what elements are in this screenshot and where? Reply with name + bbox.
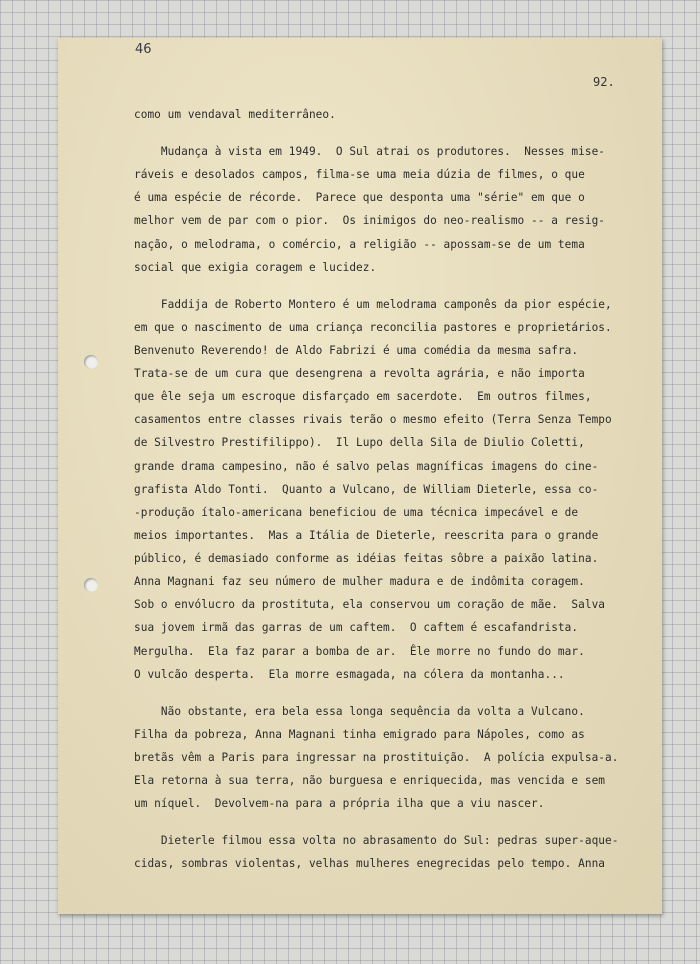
text-line: sua jovem irmã das garras de um caftem. O caftem é escafandrista. — [134, 621, 579, 634]
text-line: melhor vem de par com o pior. Os inimigos do neo-realismo -- a resig- — [134, 214, 606, 227]
text-line: Trata-se de um cura que desengrena a revolta agrária, e não importa — [134, 367, 585, 380]
text-line: de Silvestro Prestifilippo). Il Lupo della Sila de Diulio Coletti, — [134, 436, 585, 449]
text-line: Mergulha. Ela faz parar a bomba de ar. Êle morre no fundo do mar. — [134, 645, 585, 658]
text-line: que êle seja um escroque disfarçado em sacerdote. Em outros filmes, — [134, 390, 592, 403]
text-line: Mudança à vista em 1949. O Sul atrai os produtores. Nesses mise- — [134, 145, 606, 158]
text-line: Benvenuto Reverendo! de Aldo Fabrizi é uma comédia da mesma safra. — [134, 344, 579, 357]
handwritten-page-number: 46 — [135, 42, 152, 57]
text-line: O vulcão desperta. Ela morre esmagada, na cólera da montanha... — [134, 668, 565, 681]
text-line: cidas, sombras violentas, velhas mulheres enegrecidas pelo tempo. Anna — [134, 857, 606, 870]
text-line: ráveis e desolados campos, filma-se uma meia dúzia de filmes, o que — [134, 168, 585, 181]
text-line: grafista Aldo Tonti. Quanto a Vulcano, de William Dieterle, essa co- — [134, 483, 599, 496]
text-line: em que o nascimento de uma criança reconcilia pastores e proprietários. — [134, 321, 612, 334]
text-line: público, é demasiado conforme as idéias feitas sôbre a paixão latina. — [134, 552, 599, 565]
text-line: bretãs vêm a Paris para ingressar na prostituição. A polícia expulsa-a. — [134, 751, 619, 764]
text-line: meios importantes. Mas a Itália de Dieterle, reescrita para o grande — [134, 529, 599, 542]
text-line: Sob o envólucro da prostituta, ela conservou um coração de mãe. Salva — [134, 598, 606, 611]
text-line: Dieterle filmou essa volta no abrasamento do Sul: pedras super-aque- — [134, 834, 619, 847]
punch-hole-top — [84, 355, 98, 369]
text-line: um níquel. Devolvem-na para a própria ilha que a viu nascer. — [134, 797, 545, 810]
text-line: -produção ítalo-americana beneficiou de uma técnica impecável e de — [134, 506, 579, 519]
text-line: Não obstante, era bela essa longa sequência da volta a Vulcano. — [134, 705, 585, 718]
text-line: é uma espécie de récorde. Parece que desponta uma "série" em que o — [134, 191, 585, 204]
text-line: como um vendaval mediterrâneo. — [134, 108, 336, 121]
text-line: social que exigia coragem e lucidez. — [134, 261, 377, 274]
typed-page-number: 92. — [593, 75, 615, 89]
text-line: Ela retorna à sua terra, não burguesa e enriquecida, mas vencida e sem — [134, 774, 606, 787]
text-line: Anna Magnani faz seu número de mulher madura e de indômita coragem. — [134, 575, 585, 588]
punch-hole-bottom — [84, 578, 98, 592]
text-line: Filha da pobreza, Anna Magnani tinha emigrado para Nápoles, como as — [134, 728, 585, 741]
text-line: nação, o melodrama, o comércio, a religião -- apossam-se de um tema — [134, 238, 585, 251]
text-line: Faddija de Roberto Montero é um melodrama camponês da pior espécie, — [134, 298, 612, 311]
text-line: grande drama campesino, não é salvo pelas magníficas imagens do cine- — [134, 460, 599, 473]
text-line: casamentos entre classes rivais terão o mesmo efeito (Terra Senza Tempo — [134, 413, 612, 426]
